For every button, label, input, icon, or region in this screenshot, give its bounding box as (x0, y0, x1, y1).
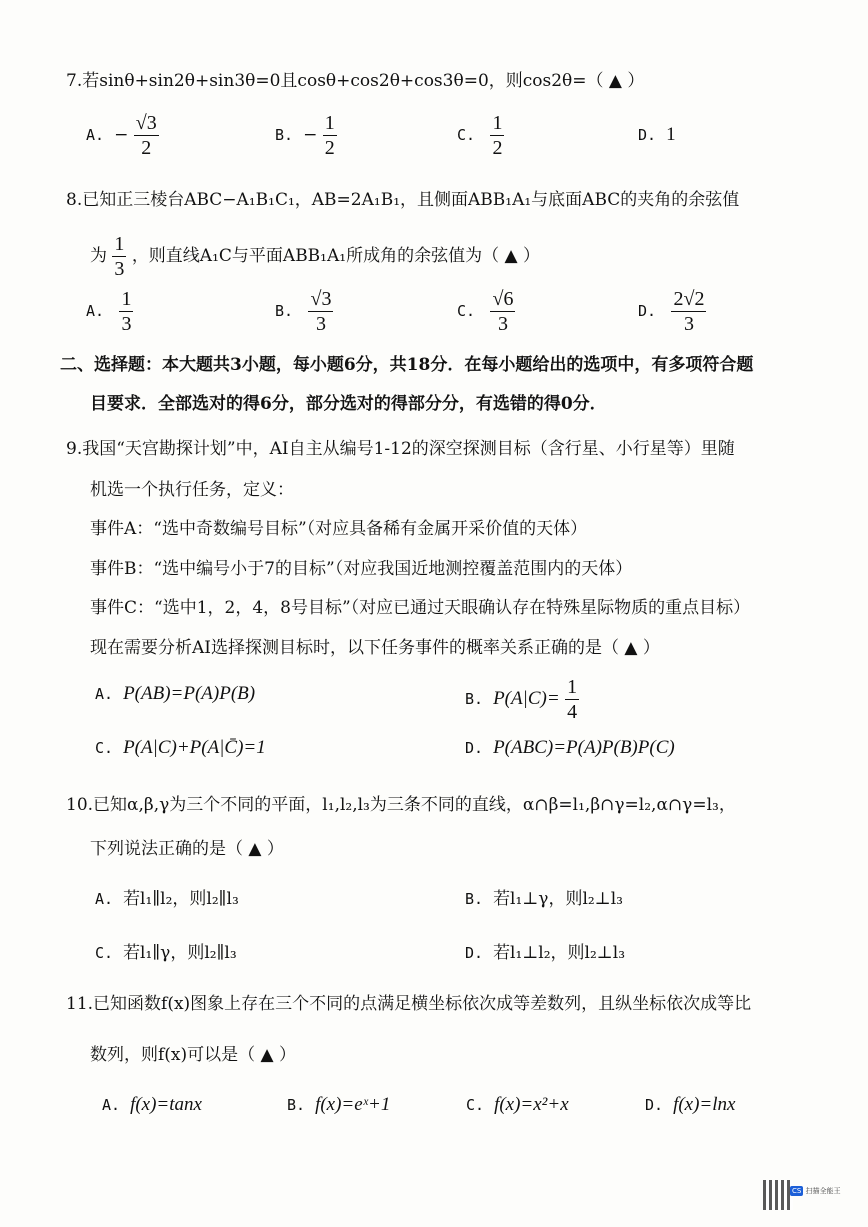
q11-option-c: C. f(x)=x²+x (466, 1094, 569, 1115)
q8-option-b: B. $\frac{√3}{3}$ (275, 288, 332, 335)
q10-option-a: A. 若l₁∥l₂，则l₂∥l₃ (95, 889, 239, 909)
q9-event-b: 事件B：“选中编号小于7的目标”（对应我国近地测控覆盖范围内的天体） (90, 559, 633, 579)
q7-option-d: D. 1 (638, 124, 676, 145)
q11-line2: 数列，则f(x)可以是（ ▲ ） (90, 1045, 297, 1065)
q8-stem-line1: 8.已知正三棱台ABC−A₁B₁C₁，AB=2A₁B₁，且侧面ABB₁A₁与底面ABC的夹角的余弦值 (66, 190, 740, 210)
q9-line1: 9.我国“天宫勘探计划”中，AI自主从编号1-12的深空探测目标（含行星、小行星等）里随 (66, 439, 735, 459)
q11-option-d: D. f(x)=lnx (645, 1094, 736, 1115)
q8-option-c: C. $\frac{√6}{3}$ (457, 288, 514, 335)
q9-event-a: 事件A：“选中奇数编号目标”（对应具备稀有金属开采价值的天体） (90, 519, 588, 539)
q9-option-d: D. P(ABC)=P(A)P(B)P(C) (465, 737, 675, 758)
q10-line1: 10.已知α,β,γ为三个不同的平面，l₁,l₂,l₃为三条不同的直线，α∩β=l₁,β∩γ=l₂,α∩γ=l₃， (66, 795, 736, 815)
qr-code-icon (763, 1180, 793, 1210)
q9-event-c: 事件C：“选中1，2，4，8号目标”（对应已通过天眼确认存在特殊星际物质的重点目标） (90, 598, 751, 618)
q7-a-fraction: $\frac{√3}{2}$ (135, 112, 157, 159)
q7-b-fraction: $\frac{1}{2}$ (324, 112, 335, 159)
q7-option-b: B. − $\frac{1}{2}$ (275, 112, 335, 159)
q10-option-d: D. 若l₁⊥l₂，则l₂⊥l₃ (465, 943, 626, 963)
q8-stem-fraction: $\frac{1}{3}$ (114, 233, 125, 280)
q11-line1: 11.已知函数f(x)图象上存在三个不同的点满足横坐标依次成等差数列，且纵坐标依次成等比 (66, 994, 752, 1014)
q7-option-c: C. $\frac{1}{2}$ (457, 112, 503, 159)
q8-option-a: A. $\frac{1}{3}$ (86, 288, 132, 335)
q9-question: 现在需要分析AI选择探测目标时，以下任务事件的概率关系正确的是（ ▲ ） (90, 638, 660, 658)
q9-option-a: A. P(AB)=P(A)P(B) (95, 683, 256, 704)
q7-option-a: A. − $\frac{√3}{2}$ (86, 112, 157, 159)
section2-heading-line2: 目要求．全部选对的得6分，部分选对的得部分分，有选错的得0分． (90, 394, 607, 414)
scanner-watermark: CS 扫描全能王 (792, 1187, 841, 1195)
q8-option-d: D. $\frac{2√2}{3}$ (638, 288, 705, 335)
q11-option-a: A. f(x)=tanx (102, 1094, 202, 1115)
q9-line2: 机选一个执行任务，定义： (90, 480, 294, 500)
q8-stem-line2: 为 $\frac{1}{3}$ ，则直线A₁C与平面ABB₁A₁所成角的余弦值为（ ▲ ） (90, 233, 540, 280)
q9-option-b: B. P(A|C)= $\frac{1}{4}$ (465, 676, 578, 723)
q10-option-b: B. 若l₁⊥γ，则l₂⊥l₃ (465, 889, 623, 909)
section2-heading-line1: 二、选择题：本大题共3小题，每小题6分，共18分．在每小题给出的选项中，有多项符合题 (60, 355, 754, 375)
scanner-logo-icon: CS (792, 1187, 802, 1195)
q7-c-fraction: $\frac{1}{2}$ (492, 112, 503, 159)
q11-option-b: B. f(x)=eˣ+1 (287, 1094, 391, 1115)
q10-option-c: C. 若l₁∥γ，则l₂∥l₃ (95, 943, 237, 963)
q9-option-c: C. P(A|C)+P(A|C̄)=1 (95, 737, 266, 758)
q7-stem: 7.若sinθ+sin2θ+sin3θ=0且cosθ+cos2θ+cos3θ=0，则cos2θ=（ ▲ ） (66, 71, 645, 91)
q10-line2: 下列说法正确的是（ ▲ ） (90, 839, 284, 859)
